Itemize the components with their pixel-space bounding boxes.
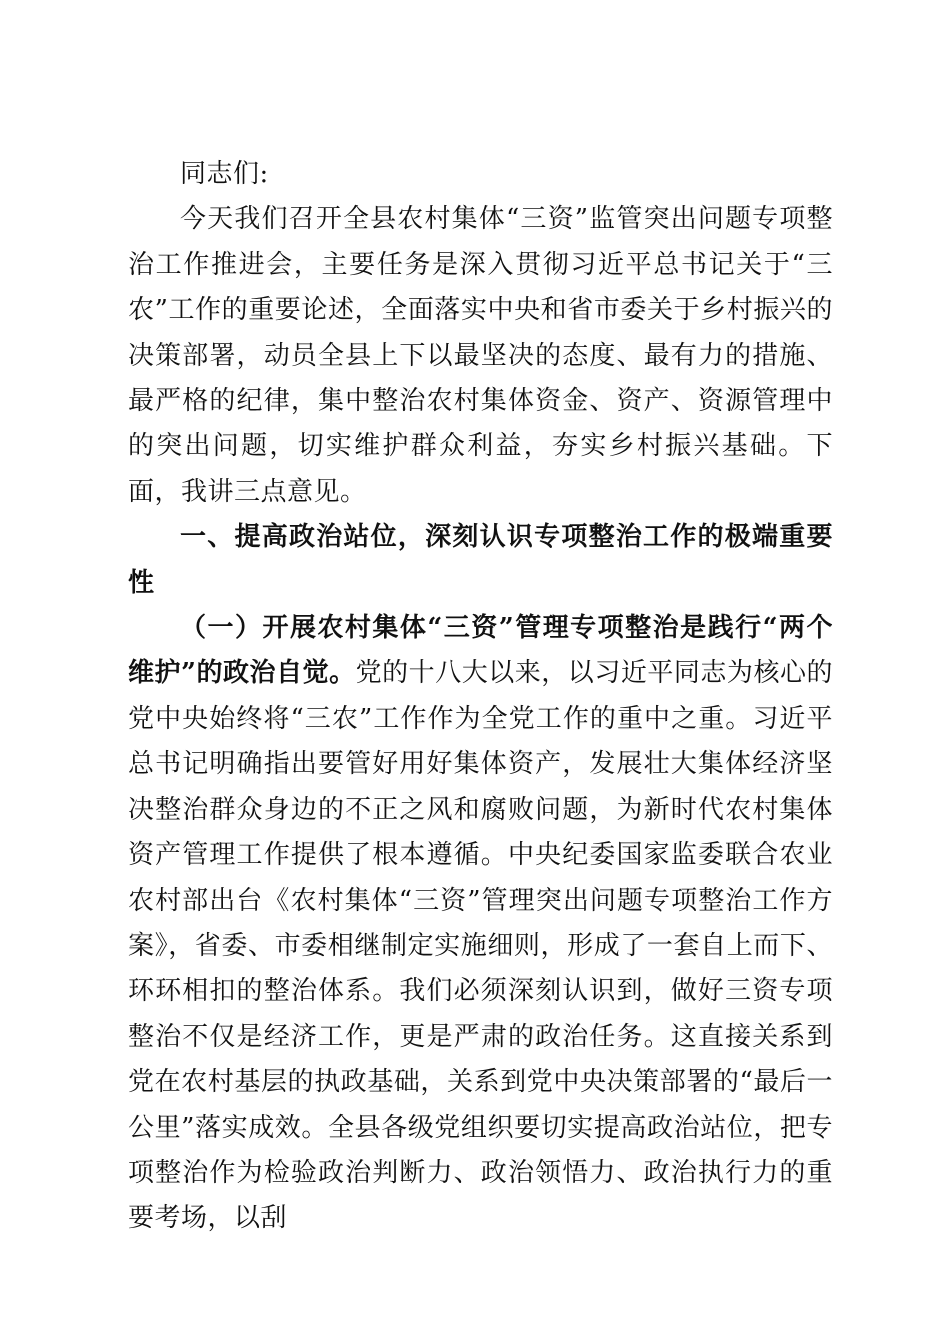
document-body — [128, 152, 833, 1242]
section-heading: 一、提高政治站位，深刻认识专项整治工作的极端重要性 — [128, 522, 833, 598]
salutation: 同志们: — [180, 159, 269, 189]
subsection-paragraph — [128, 606, 833, 1242]
intro-paragraph: 今天我们召开全县农村集体“三资”监管突出问题专项整治工作推进会，主要任务是深入贯彻习近平总书记关于“三农”工作的重要论述，全面落实中央和省市委关于乡村振兴的决策部署，动员全县上下以最坚决的态度、最有力的措施、最严格的纪律，集中整治农村集体资金、资产、资源管理中的突出问题，切实维护群众利益，夯实乡村振兴基础。下面，我讲三点意见。 — [128, 204, 833, 507]
subsection-title: （一）开展农村集体“三资”管理专项整治是践行“两个维护”的政治自觉。 — [128, 613, 833, 689]
subsection-body: 党的十八大以来，以习近平同志为核心的党中央始终将“三农”工作作为全党工作的重中之重。习近平总书记明确指出要管好用好集体资产，发展壮大集体经济坚决整治群众身边的不正之风和腐败问题，为新时代农村集体资产管理工作提供了根本遵循。中央纪委国家监委联合农业农村部出台《农村集体“三资”管理突出问题专项整治工作方案》，省委、市委相继制定实施细则，形成了一套自上而下、环环相扣的整治体系。我们必须深刻认识到，做好三资专项整治不仅是经济工作，更是严肃的政治任务。这直接关系到党在农村基层的执政基础，关系到党中央决策部署的“最后一公里”落实成效。全县各级党组织要切实提高政治站位，把专项整治作为检验政治判断力、政治领悟力、政治执行力的重要考场，以刮 — [128, 658, 833, 1234]
